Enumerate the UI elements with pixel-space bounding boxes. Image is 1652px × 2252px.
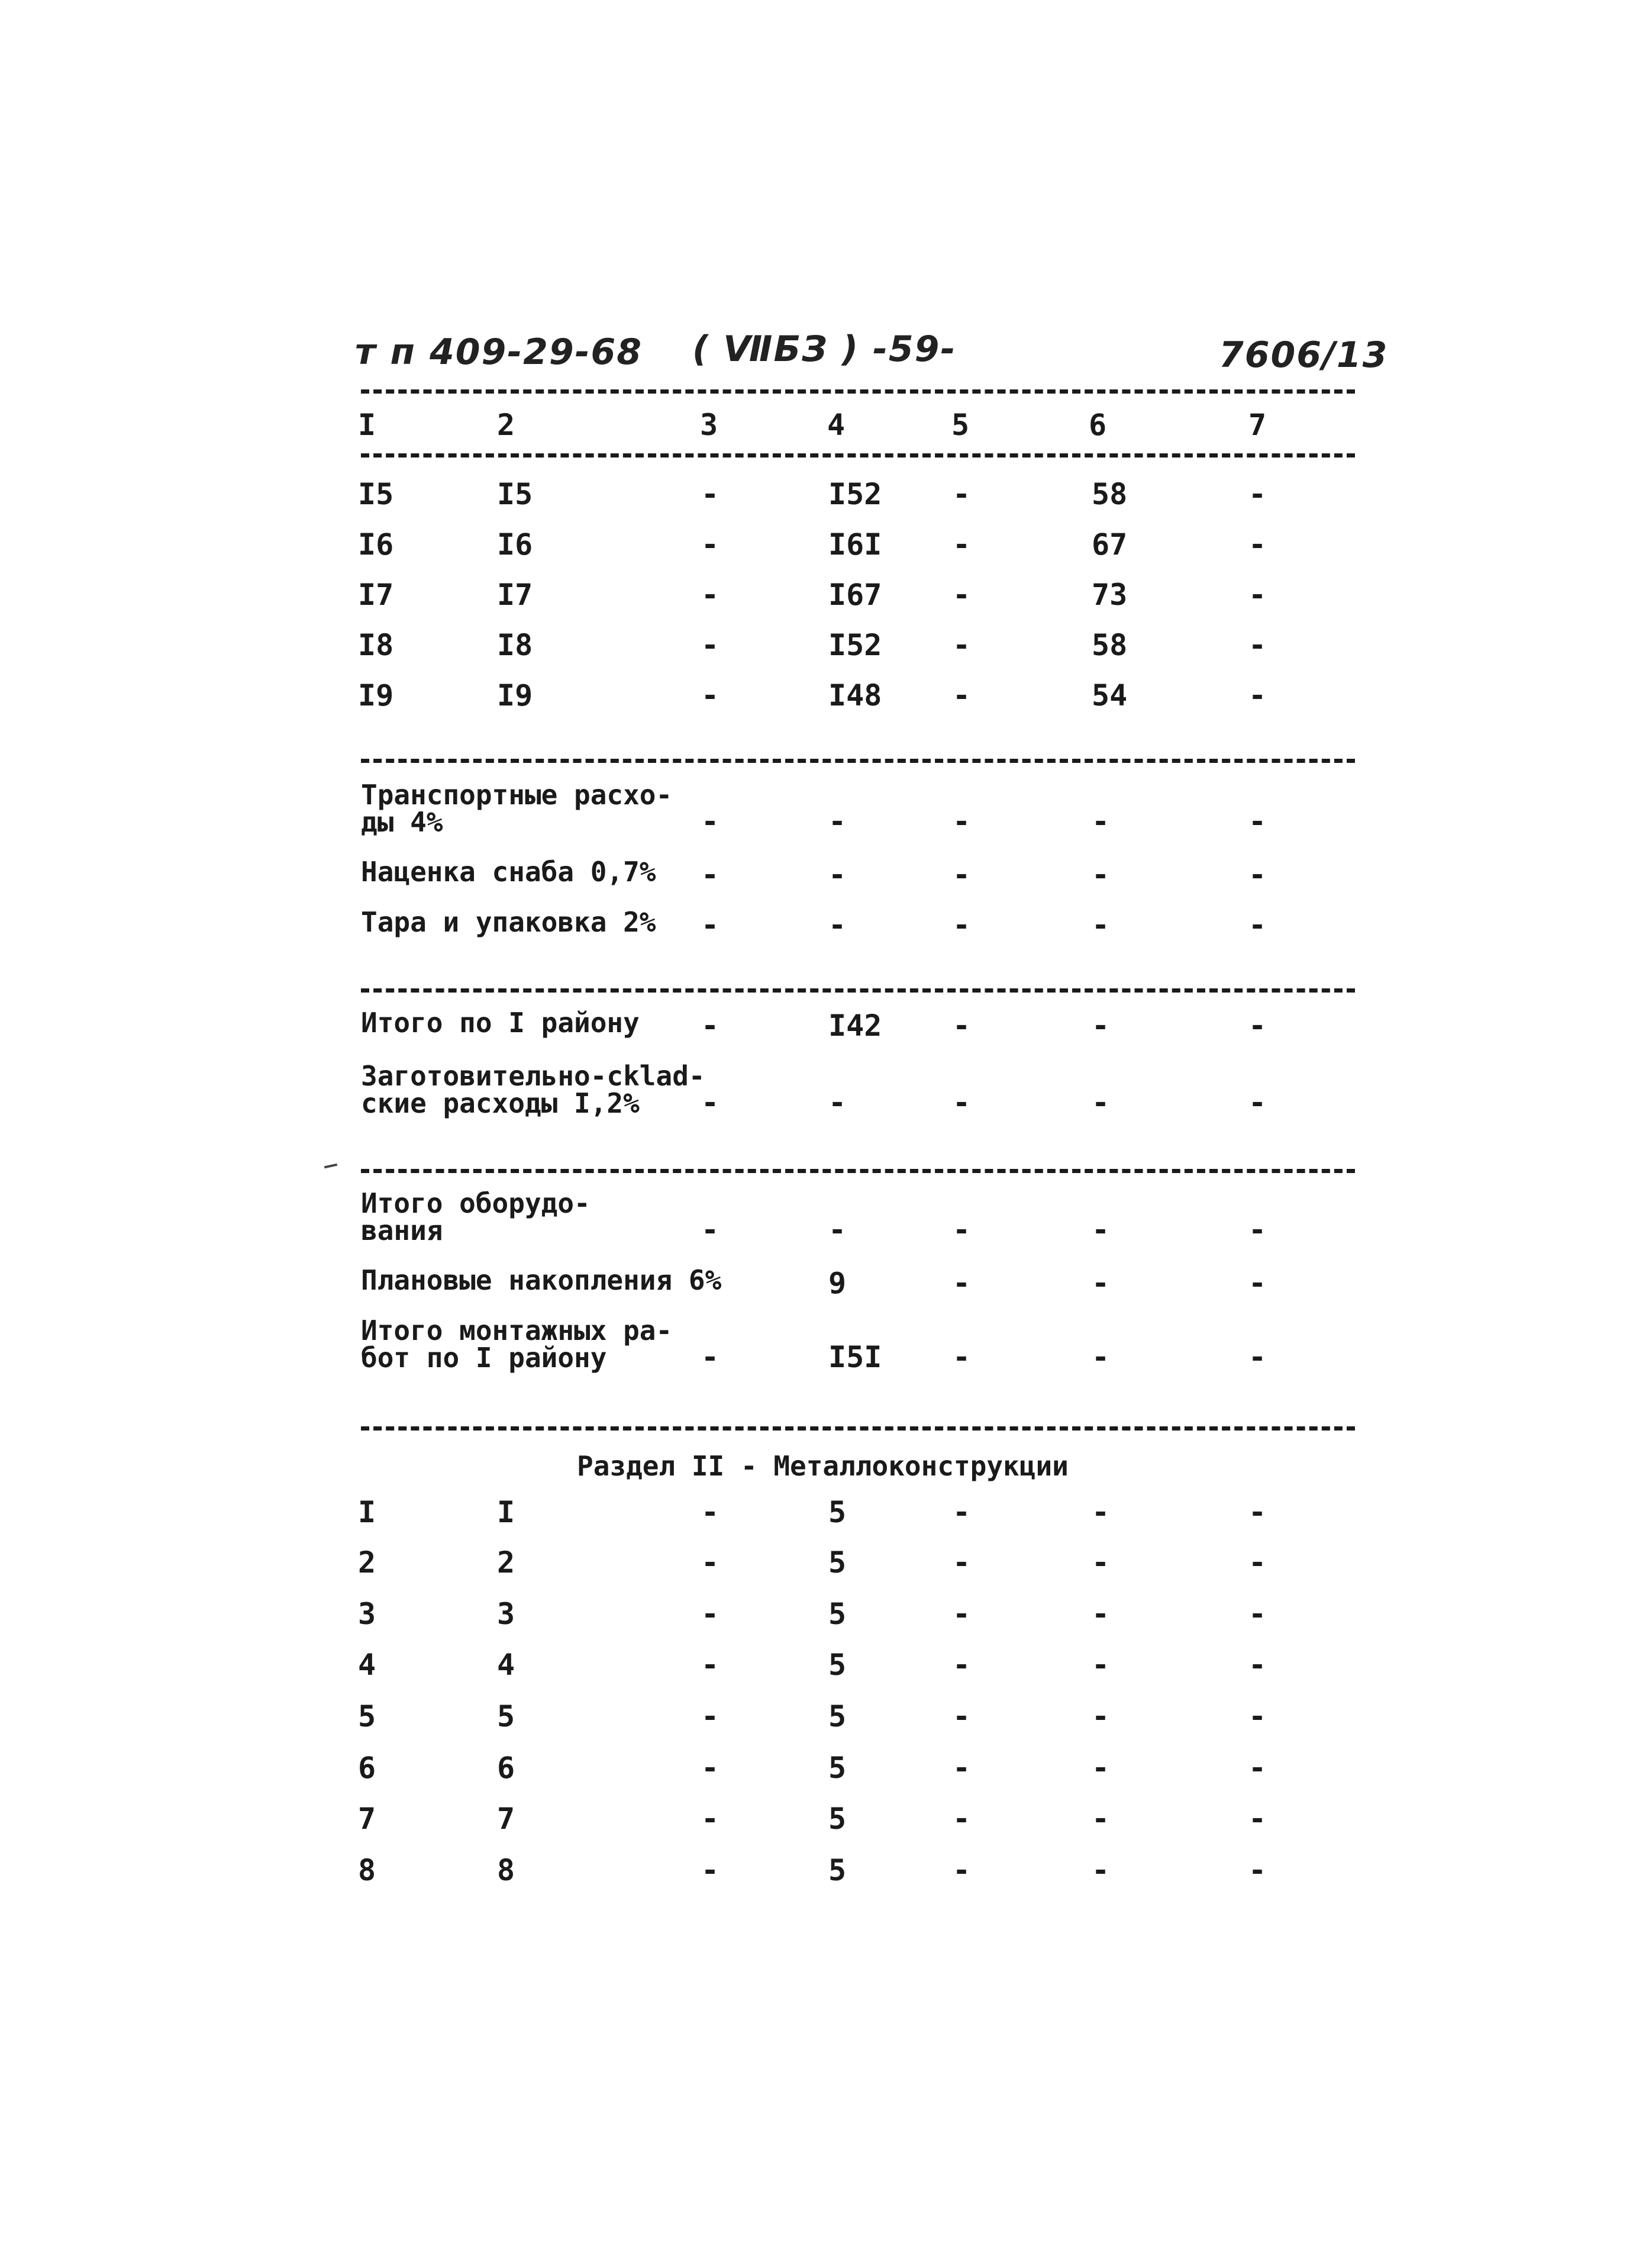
cell-c2: I8 [497, 628, 533, 662]
cell-c7: - [1248, 1266, 1267, 1300]
cell-c1: 4 [358, 1648, 376, 1682]
cell-c4: 5 [828, 1853, 847, 1887]
cell-c6: - [1092, 1085, 1110, 1120]
cell-c2: I6 [497, 527, 533, 562]
row-label: Итого по I району [361, 1007, 640, 1039]
table-row [0, 1647, 1652, 1689]
row-label: Заготовительно-сklad- ские расходы I,2% [361, 1060, 705, 1119]
cell-c4: I52 [828, 628, 882, 662]
cell-c4: 9 [828, 1266, 847, 1300]
cell-c7: - [1248, 1009, 1267, 1043]
cell-c7: - [1248, 1213, 1267, 1247]
cell-c4: I5I [828, 1340, 882, 1374]
cell-c1: I9 [358, 678, 394, 713]
header-right: 7606/13 [1219, 334, 1389, 376]
cell-c5: - [953, 1340, 971, 1374]
cell-c2: 7 [497, 1802, 515, 1836]
cell-c3: - [701, 858, 719, 892]
cell-c5: - [953, 1266, 971, 1300]
cell-c2: I [497, 1495, 515, 1529]
cell-c4: I52 [828, 477, 882, 511]
cell-c2: 6 [497, 1751, 515, 1785]
cell-c1: 6 [358, 1751, 376, 1785]
divider [361, 389, 1355, 394]
column-number: 2 [497, 408, 515, 442]
cell-c7: - [1248, 908, 1267, 942]
cell-c7: - [1248, 1853, 1267, 1887]
cell-c5: - [953, 1213, 971, 1247]
header-left: т п 409-29-68 [355, 331, 643, 373]
cell-c6: 67 [1092, 527, 1128, 562]
table-row [0, 527, 1652, 568]
margin-mark [324, 1164, 337, 1168]
cell-c6: - [1092, 1545, 1110, 1580]
divider [361, 1169, 1355, 1173]
cell-c2: 8 [497, 1853, 515, 1887]
cell-c4: - [828, 1213, 847, 1247]
cell-c4: 5 [828, 1495, 847, 1529]
cell-c6: - [1092, 1853, 1110, 1887]
cell-c6: - [1092, 1597, 1110, 1631]
cell-c2: I9 [497, 678, 533, 713]
cell-c5: - [953, 1597, 971, 1631]
cell-c5: - [953, 477, 971, 511]
cell-c4: I6I [828, 527, 882, 562]
cell-c7: - [1248, 578, 1267, 612]
table-row [0, 476, 1652, 518]
table-row [0, 1596, 1652, 1638]
section-title: Раздел II - Металлоконструкции [577, 1450, 1069, 1482]
cell-c6: - [1092, 1009, 1110, 1043]
cell-c6: 58 [1092, 628, 1128, 662]
cell-c6: - [1092, 1751, 1110, 1785]
column-number: I [358, 408, 376, 442]
row-label: Транспортные расхо- ды 4% [361, 779, 673, 838]
divider [361, 1426, 1355, 1431]
column-numbers-row [0, 407, 1652, 449]
cell-c3: - [701, 1213, 719, 1247]
column-number: 7 [1248, 408, 1267, 442]
cell-c5: - [953, 1648, 971, 1682]
cell-c7: - [1248, 1340, 1267, 1374]
cell-c1: 8 [358, 1853, 376, 1887]
cell-c6: - [1092, 1266, 1110, 1300]
cell-c3: - [701, 1699, 719, 1734]
row-label: Итого оборудо- вания [361, 1187, 591, 1246]
cell-c1: 5 [358, 1699, 376, 1734]
cell-c4: - [828, 908, 847, 942]
column-number: 5 [951, 408, 970, 442]
cell-c1: I [358, 1495, 376, 1529]
cell-c5: - [953, 1085, 971, 1120]
cell-c3: - [701, 477, 719, 511]
cell-c6: - [1092, 804, 1110, 839]
cell-c6: - [1092, 1213, 1110, 1247]
cell-c3: - [701, 1085, 719, 1120]
column-number: 3 [700, 408, 718, 442]
divider [361, 453, 1355, 458]
cell-c6: 54 [1092, 678, 1128, 713]
cell-c3: - [701, 1853, 719, 1887]
cell-c7: - [1248, 1085, 1267, 1120]
cell-c4: 5 [828, 1597, 847, 1631]
cell-c6: - [1092, 908, 1110, 942]
cell-c5: - [953, 1751, 971, 1785]
cell-c5: - [953, 1495, 971, 1529]
cell-c1: 7 [358, 1802, 376, 1836]
cell-c6: - [1092, 858, 1110, 892]
cell-c1: I7 [358, 578, 394, 612]
cell-c4: 5 [828, 1802, 847, 1836]
summary-row [0, 1264, 1652, 1302]
table-row [0, 1801, 1652, 1842]
cell-c4: I42 [828, 1009, 882, 1043]
cell-c4: - [828, 1085, 847, 1120]
cell-c7: - [1248, 477, 1267, 511]
header-center: ( ⅦБЗ ) -59- [692, 328, 957, 370]
cell-c5: - [953, 908, 971, 942]
cell-c7: - [1248, 804, 1267, 839]
cell-c3: - [701, 678, 719, 713]
cell-c2: I5 [497, 477, 533, 511]
cell-c4: - [828, 858, 847, 892]
cell-c6: - [1092, 1340, 1110, 1374]
cell-c3: - [701, 1802, 719, 1836]
cell-c2: 5 [497, 1699, 515, 1734]
column-number: 4 [827, 408, 846, 442]
cell-c5: - [953, 678, 971, 713]
cell-c5: - [953, 527, 971, 562]
cell-c1: I6 [358, 527, 394, 562]
summary-row [0, 781, 1652, 846]
cell-c3: - [701, 908, 719, 942]
cell-c4: I48 [828, 678, 882, 713]
cell-c7: - [1248, 1495, 1267, 1529]
summary-row [0, 908, 1652, 944]
cell-c1: I5 [358, 477, 394, 511]
divider [361, 759, 1355, 763]
cell-c7: - [1248, 1751, 1267, 1785]
cell-c4: 5 [828, 1699, 847, 1734]
cell-c6: - [1092, 1699, 1110, 1734]
summary-row [0, 1062, 1652, 1127]
cell-c5: - [953, 628, 971, 662]
table-row [0, 577, 1652, 618]
summary-row [0, 1317, 1652, 1382]
cell-c7: - [1248, 678, 1267, 713]
cell-c7: - [1248, 628, 1267, 662]
summary-row [0, 1187, 1652, 1255]
cell-c2: 2 [497, 1545, 515, 1580]
cell-c5: - [953, 804, 971, 839]
cell-c7: - [1248, 1699, 1267, 1734]
cell-c6: 73 [1092, 578, 1128, 612]
cell-c5: - [953, 1009, 971, 1043]
table-row [0, 678, 1652, 719]
divider [361, 988, 1355, 993]
cell-c7: - [1248, 1597, 1267, 1631]
cell-c3: - [701, 1648, 719, 1682]
cell-c2: I7 [497, 578, 533, 612]
table-row [0, 627, 1652, 669]
cell-c3: - [701, 1545, 719, 1580]
table-row [0, 1699, 1652, 1740]
cell-c3: - [701, 527, 719, 562]
cell-c7: - [1248, 1545, 1267, 1580]
cell-c3: - [701, 1340, 719, 1374]
cell-c4: I67 [828, 578, 882, 612]
cell-c3: - [701, 578, 719, 612]
cell-c5: - [953, 858, 971, 892]
column-number: 6 [1089, 408, 1107, 442]
cell-c1: I8 [358, 628, 394, 662]
cell-c5: - [953, 1853, 971, 1887]
row-label: Итого монтажных ра- бот по I району [361, 1315, 673, 1374]
cell-c4: - [828, 804, 847, 839]
cell-c2: 3 [497, 1597, 515, 1631]
cell-c6: - [1092, 1648, 1110, 1682]
cell-c3: - [701, 1751, 719, 1785]
cell-c3: - [701, 1009, 719, 1043]
cell-c4: 5 [828, 1648, 847, 1682]
cell-c7: - [1248, 1802, 1267, 1836]
cell-c6: - [1092, 1495, 1110, 1529]
cell-c4: 5 [828, 1751, 847, 1785]
cell-c6: 58 [1092, 477, 1128, 511]
cell-c5: - [953, 1699, 971, 1734]
cell-c2: 4 [497, 1648, 515, 1682]
cell-c1: 3 [358, 1597, 376, 1631]
summary-row [0, 1009, 1652, 1045]
cell-c7: - [1248, 858, 1267, 892]
table-row [0, 1545, 1652, 1586]
table-row [0, 1852, 1652, 1894]
cell-c3: - [701, 1597, 719, 1631]
row-label: Тара и упаковка 2% [361, 906, 656, 938]
cell-c5: - [953, 578, 971, 612]
row-label: Плановые накопления 6% [361, 1264, 722, 1296]
table-row [0, 1750, 1652, 1792]
cell-c4: 5 [828, 1545, 847, 1580]
cell-c7: - [1248, 527, 1267, 562]
row-label: Наценка снаба 0,7% [361, 856, 656, 888]
cell-c3: - [701, 1495, 719, 1529]
cell-c7: - [1248, 1648, 1267, 1682]
summary-row [0, 858, 1652, 894]
cell-c6: - [1092, 1802, 1110, 1836]
cell-c1: 2 [358, 1545, 376, 1580]
cell-c3: - [701, 804, 719, 839]
cell-c5: - [953, 1545, 971, 1580]
cell-c5: - [953, 1802, 971, 1836]
table-row [0, 1494, 1652, 1536]
cell-c3: - [701, 628, 719, 662]
